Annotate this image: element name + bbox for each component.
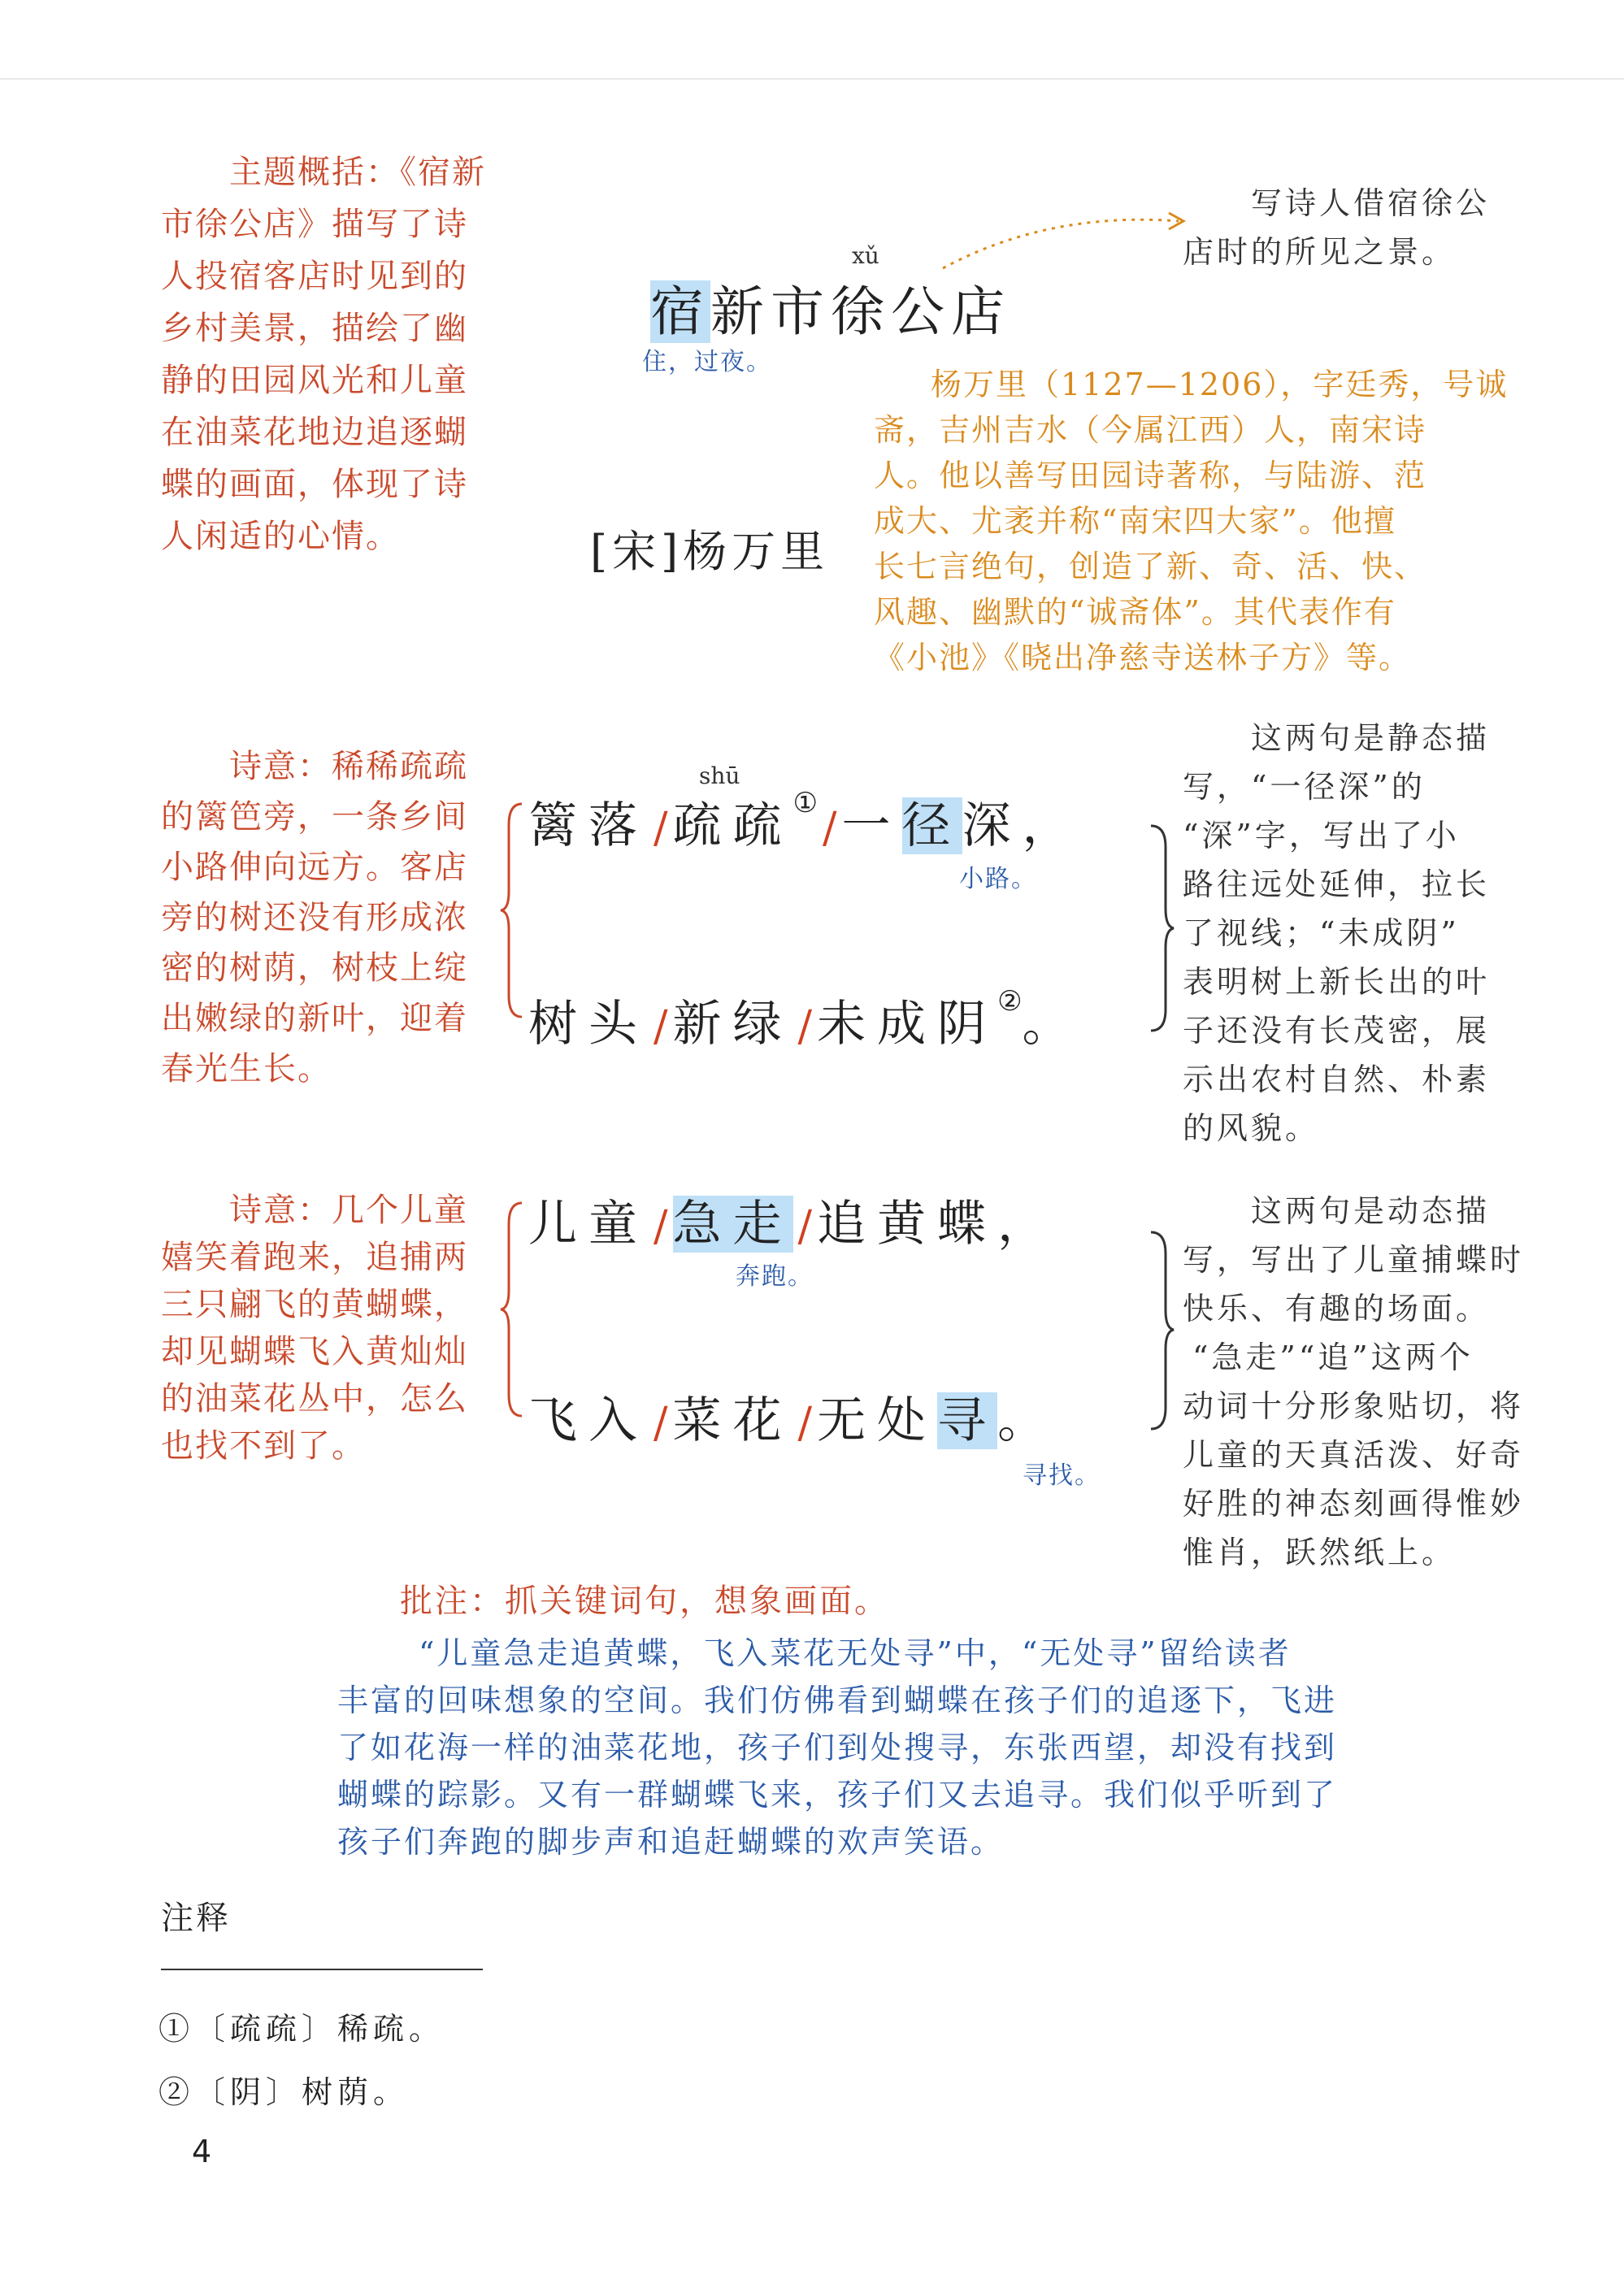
title-gloss: 住，过夜。: [642, 348, 772, 376]
note-item-2: ②〔阴〕树荫。: [158, 2074, 410, 2110]
stanza1-meaning: 诗意：稀稀疏疏 的篱笆旁，一条乡间 小路伸向远方。客店 旁的树还没有形成浓 密的树荫，树枝上绽 出嫩绿的新叶，迎着 春光生长。: [161, 748, 468, 1088]
notes-heading: 注释: [161, 1900, 231, 1937]
theme-summary: 主题概括：《宿新 市徐公店》描写了诗 人投宿客店时见到的 乡村美景，描绘了幽 静的田园风光和儿童 在油菜花地边追逐蝴 蝶的画面，体现了诗 人闲适的心情。: [161, 154, 486, 555]
poem-title: 宿新市徐公店: [650, 280, 1011, 343]
stanza2-right-brace: [1148, 1229, 1177, 1432]
stanza2-meaning: 诗意：几个儿童 嬉笑着跑来，追捕两 三只翩飞的黄蝴蝶， 却见蝴蝶飞入黄灿灿 的油菜花丛中，怎么 也找不到了。: [161, 1192, 468, 1465]
stanza1-analysis: 这两句是静态描 写，“一径深”的 “深”字，写出了小 路往远处延伸，拉长 了视线；“未成阴” 表明树上新长出的叶 子还没有长茂密，展 示出农村自然、朴素 的风貌。: [1183, 720, 1491, 1146]
stanza2-gloss2: 寻找。: [1023, 1461, 1101, 1490]
note-item-1: ①〔疏疏〕稀疏。: [158, 2011, 445, 2047]
comment-body: “儿童急走追黄蝶，飞入菜花无处寻”中，“无处寻”留给读者 丰富的回味想象的空间。我们仿佛看到蝴蝶在孩子们的追逐下，飞进 了如花海一样的油菜花地，孩子们到处搜寻，东张西望，却没有找到 蝴蝶的踪影。又有一群蝴蝶飞来，孩子们又去追寻。我们似乎听到了 孩子们奔跑的脚步声和追赶蝴蝶的欢声笑语。: [337, 1635, 1338, 1860]
stanza1-pinyin: shū: [699, 762, 740, 789]
stanza2-gloss1: 奔跑。: [736, 1262, 814, 1291]
stanza1-line2: 树头 / 新绿 / 未成阴②。: [528, 985, 1083, 1053]
top-rule: [0, 78, 1624, 80]
stanza2-highlight-jizou: 急走: [672, 1196, 793, 1253]
stanza2-line2: 飞入 / 菜花 / 无处寻。: [528, 1392, 1058, 1449]
title-note: 写诗人借宿徐公 店时的所见之景。: [1183, 185, 1491, 270]
title-highlight-char: 宿: [650, 280, 710, 343]
stanza2-line1: 儿童 / 急走 / 追黄蝶，: [528, 1196, 1058, 1253]
stanza2-analysis: 这两句是动态描 写，写出了儿童捕蝶时 快乐、有趣的场面。 “急走”“追”这两个 动词十分形象贴切，将 儿童的天真活泼、好奇 好胜的神态刻画得惟妙 惟肖，跃然纸上。: [1183, 1193, 1525, 1570]
stanza1-right-brace: [1148, 823, 1177, 1034]
stanza1-left-brace: [497, 801, 527, 1020]
stanza2-highlight-xun: 寻: [937, 1392, 998, 1449]
author-note: 杨万里（1127—1206），字廷秀，号诚 斋，吉州吉水（今属江西）人，南宋诗 人。他以善写田园诗著称，与陆游、范 成大、尤袤并称“南宋四大家”。他擅 长七言绝句，创造了新、奇、活、快、 风趣、幽默的“诚斋体”。其代表作有 《小池》《晓出净慈寺送林子方》等。: [874, 367, 1509, 675]
stanza2-left-brace: [497, 1200, 527, 1419]
notes-divider: [161, 1969, 483, 1970]
title-pinyin: xǔ: [852, 242, 879, 269]
stanza1-highlight-jing: 径: [901, 797, 962, 854]
title-note-arrow: [935, 203, 1195, 276]
poem-author: [宋]杨万里: [590, 526, 830, 577]
comment-heading: 批注：抓关键词句，想象画面。: [400, 1583, 889, 1620]
page-number: 4: [192, 2134, 212, 2169]
stanza1-gloss: 小路。: [959, 865, 1037, 893]
stanza1-line1: 篱落 / 疏疏①/ 一径深，: [528, 787, 1083, 854]
